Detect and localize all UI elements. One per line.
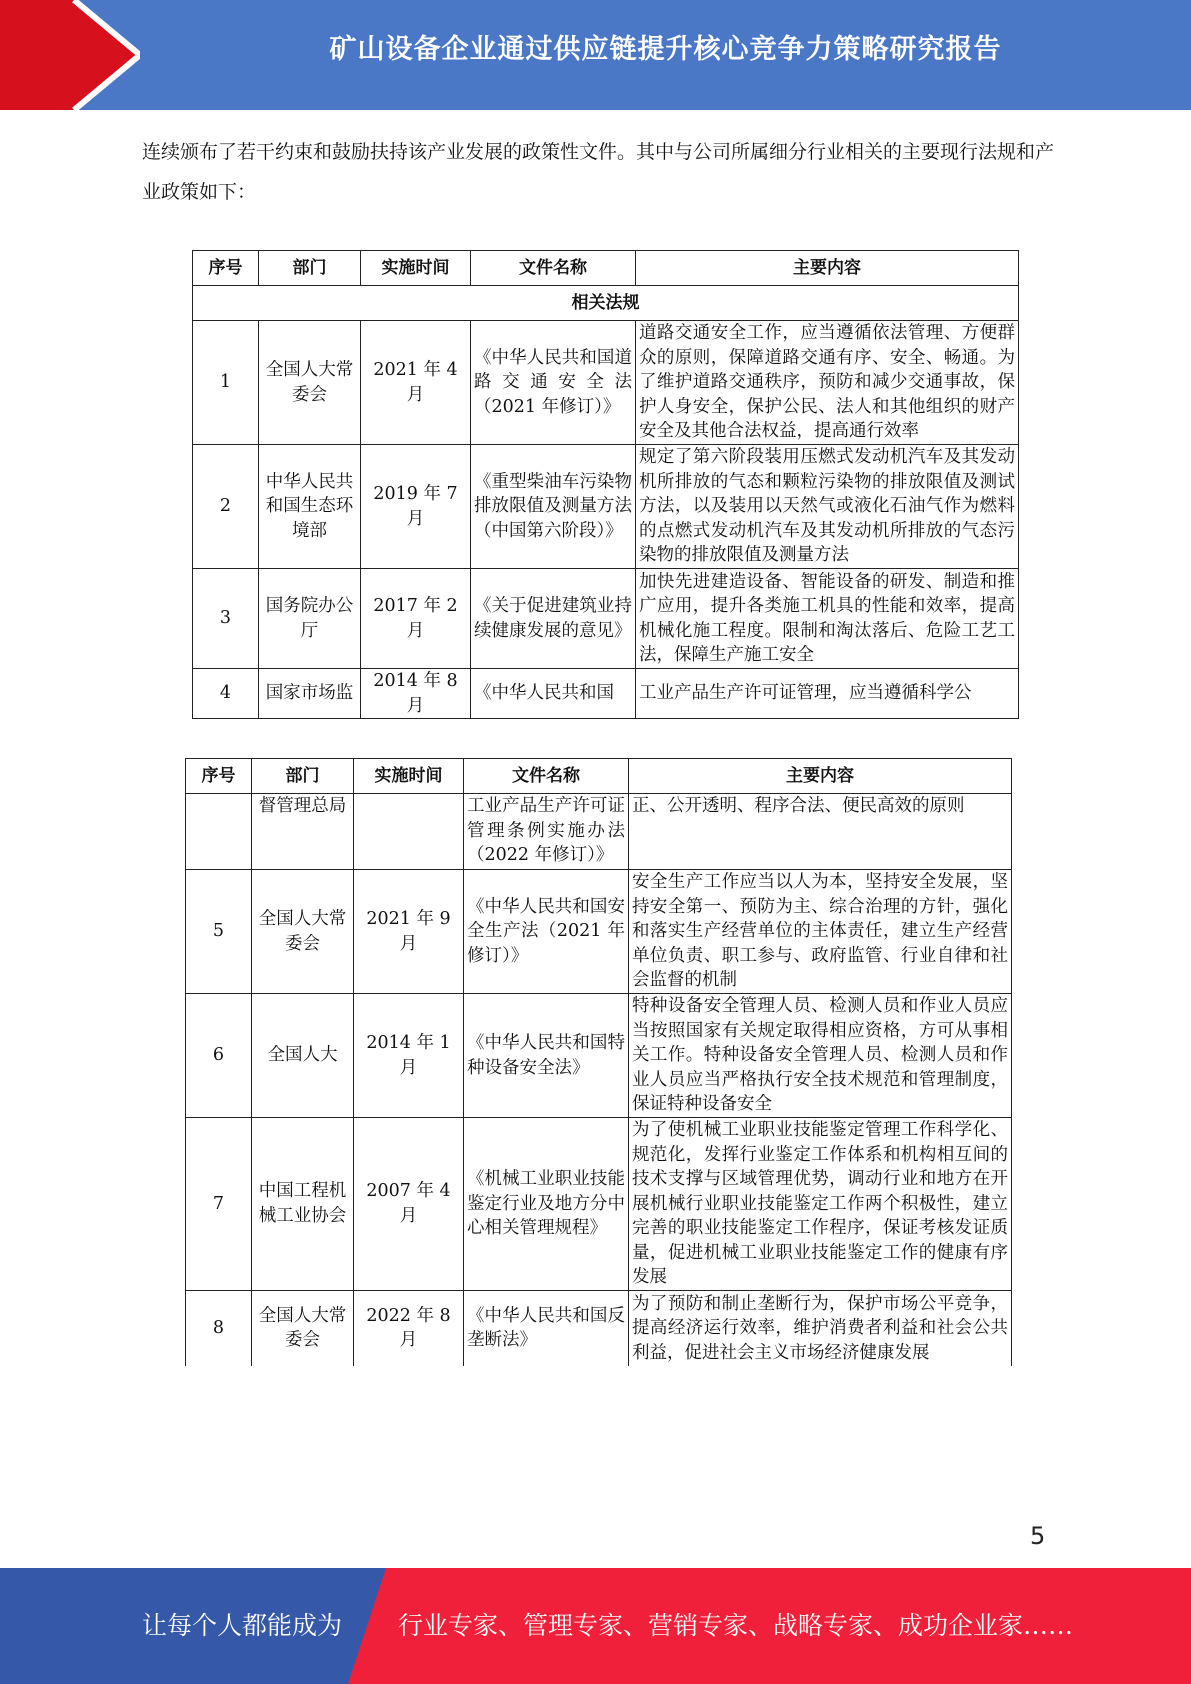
table-row [193,669,1019,719]
cell-date: 2022 年 8 月 [354,1290,464,1366]
header-no: 序号 [186,759,252,794]
cell-no: 8 [186,1290,252,1366]
cell-date: 2021 年 4 月 [361,321,471,445]
header-dept: 部门 [252,759,354,794]
table-header-row [186,759,1012,794]
table-row [193,445,1019,569]
cell-dept: 全国人大常委会 [252,1290,354,1366]
cell-content: 规定了第六阶段装用压燃式发动机汽车及其发动机所排放的气态和颗粒污染物的排放限值及测试方法，以及装用以天然气或液化石油气作为燃料的点燃式发动机汽车及其发动机所排放的气态污染物的排放限值及测量方法 [636,445,1019,569]
table-row [193,569,1019,669]
cell-content: 特种设备安全管理人员、检测人员和作业人员应当按照国家有关规定取得相应资格，方可从事相关工作。特种设备安全管理人员、检测人员和作业人员应当严格执行安全技术规范和管理制度，保证特种设备安全 [629,994,1012,1118]
cell-date: 2014 年 1 月 [354,994,464,1118]
cell-date: 2017 年 2 月 [361,569,471,669]
cell-dept: 国务院办公厅 [259,569,361,669]
table-header-row [193,251,1019,286]
section-row [193,286,1019,321]
header-no: 序号 [193,251,259,286]
cell-content: 安全生产工作应当以人为本，坚持安全发展，坚持安全第一、预防为主、综合治理的方针，强化和落实生产经营单位的主体责任，建立生产经营单位负责、职工参与、政府监管、行业自律和社会监督的机制 [629,870,1012,994]
section-title: 相关法规 [193,286,1019,321]
cell-doc: 《机械工业职业技能鉴定行业及地方分中心相关管理规程》 [464,1118,629,1291]
header-date: 实施时间 [361,251,471,286]
page-number: 5 [1030,1522,1046,1550]
cell-dept: 督管理总局 [252,794,354,870]
cell-doc: 《中华人民共和国特种设备安全法》 [464,994,629,1118]
table-row [186,1290,1012,1366]
cell-doc: 《关于促进建筑业持续健康发展的意见》 [471,569,636,669]
table-row [186,870,1012,994]
cell-doc: 《中华人民共和国反垄断法》 [464,1290,629,1366]
footer-slogan-right: 行业专家、管理专家、营销专家、战略专家、成功企业家…… [398,1611,1074,1640]
table-row [193,321,1019,445]
cell-doc: 《中华人民共和国安全生产法（2021 年修订）》 [464,870,629,994]
cell-dept: 国家市场监 [259,669,361,719]
cell-date: 2007 年 4 月 [354,1118,464,1291]
cell-no: 2 [193,445,259,569]
table-row [186,994,1012,1118]
cell-dept: 全国人大常委会 [259,321,361,445]
cell-doc: 《中华人民共和国 [471,669,636,719]
cell-dept: 中国工程机械工业协会 [252,1118,354,1291]
header-date: 实施时间 [354,759,464,794]
table-row [186,1118,1012,1291]
policy-table-1 [192,250,1019,719]
cell-no: 6 [186,994,252,1118]
cell-date: 2019 年 7 月 [361,445,471,569]
cell-content: 道路交通安全工作，应当遵循依法管理、方便群众的原则，保障道路交通有序、安全、畅通。为了维护道路交通秩序，预防和减少交通事故，保护人身安全，保护公民、法人和其他组织的财产安全及其他合法权益，提高通行效率 [636,321,1019,445]
header-doc: 文件名称 [464,759,629,794]
cell-doc: 工业产品生产许可证管理条例实施办法（2022 年修订）》 [464,794,629,870]
page-footer [0,1568,1191,1684]
cell-date [354,794,464,870]
policy-table-2 [185,758,1012,1366]
footer-slogan-left: 让每个人都能成为 [142,1611,343,1640]
header-red-arrow-shape [0,0,140,110]
header-dept: 部门 [259,251,361,286]
cell-dept: 全国人大常委会 [252,870,354,994]
cell-no: 3 [193,569,259,669]
cell-dept: 全国人大 [252,994,354,1118]
cell-date: 2014 年 8 月 [361,669,471,719]
page-header [0,0,1191,110]
table-row [186,794,1012,870]
cell-no: 7 [186,1118,252,1291]
cell-content: 正、公开透明、程序合法、便民高效的原则 [629,794,1012,870]
cell-content: 加快先进建造设备、智能设备的研发、制造和推广应用，提升各类施工机具的性能和效率，提高机械化施工程度。限制和淘汰落后、危险工艺工法，保障生产施工安全 [636,569,1019,669]
cell-doc: 《中华人民共和国道路交通安全法（2021 年修订）》 [471,321,636,445]
cell-no: 5 [186,870,252,994]
cell-content: 为了使机械工业职业技能鉴定管理工作科学化、规范化，发挥行业鉴定工作体系和机构相互间的技术支撑与区域管理优势，调动行业和地方在开展机械行业职业技能鉴定工作两个积极性，建立完善的职业技能鉴定工作程序，保证考核发证质量，促进机械工业职业技能鉴定工作的健康有序发展 [629,1118,1012,1291]
header-content: 主要内容 [636,251,1019,286]
cell-no [186,794,252,870]
intro-paragraph: 连续颁布了若干约束和鼓励扶持该产业发展的政策性文件。其中与公司所属细分行业相关的主要现行法规和产业政策如下： [142,141,1055,203]
cell-no: 1 [193,321,259,445]
header-doc: 文件名称 [471,251,636,286]
cell-date: 2021 年 9 月 [354,870,464,994]
cell-content: 为了预防和制止垄断行为，保护市场公平竞争，提高经济运行效率，维护消费者利益和社会公共利益，促进社会主义市场经济健康发展 [629,1290,1012,1366]
header-content: 主要内容 [629,759,1012,794]
cell-doc: 《重型柴油车污染物排放限值及测量方法（中国第六阶段）》 [471,445,636,569]
cell-dept: 中华人民共和国生态环境部 [259,445,361,569]
report-title: 矿山设备企业通过供应链提升核心竞争力策略研究报告 [329,34,1002,65]
cell-no: 4 [193,669,259,719]
cell-content: 工业产品生产许可证管理，应当遵循科学公 [636,669,1019,719]
